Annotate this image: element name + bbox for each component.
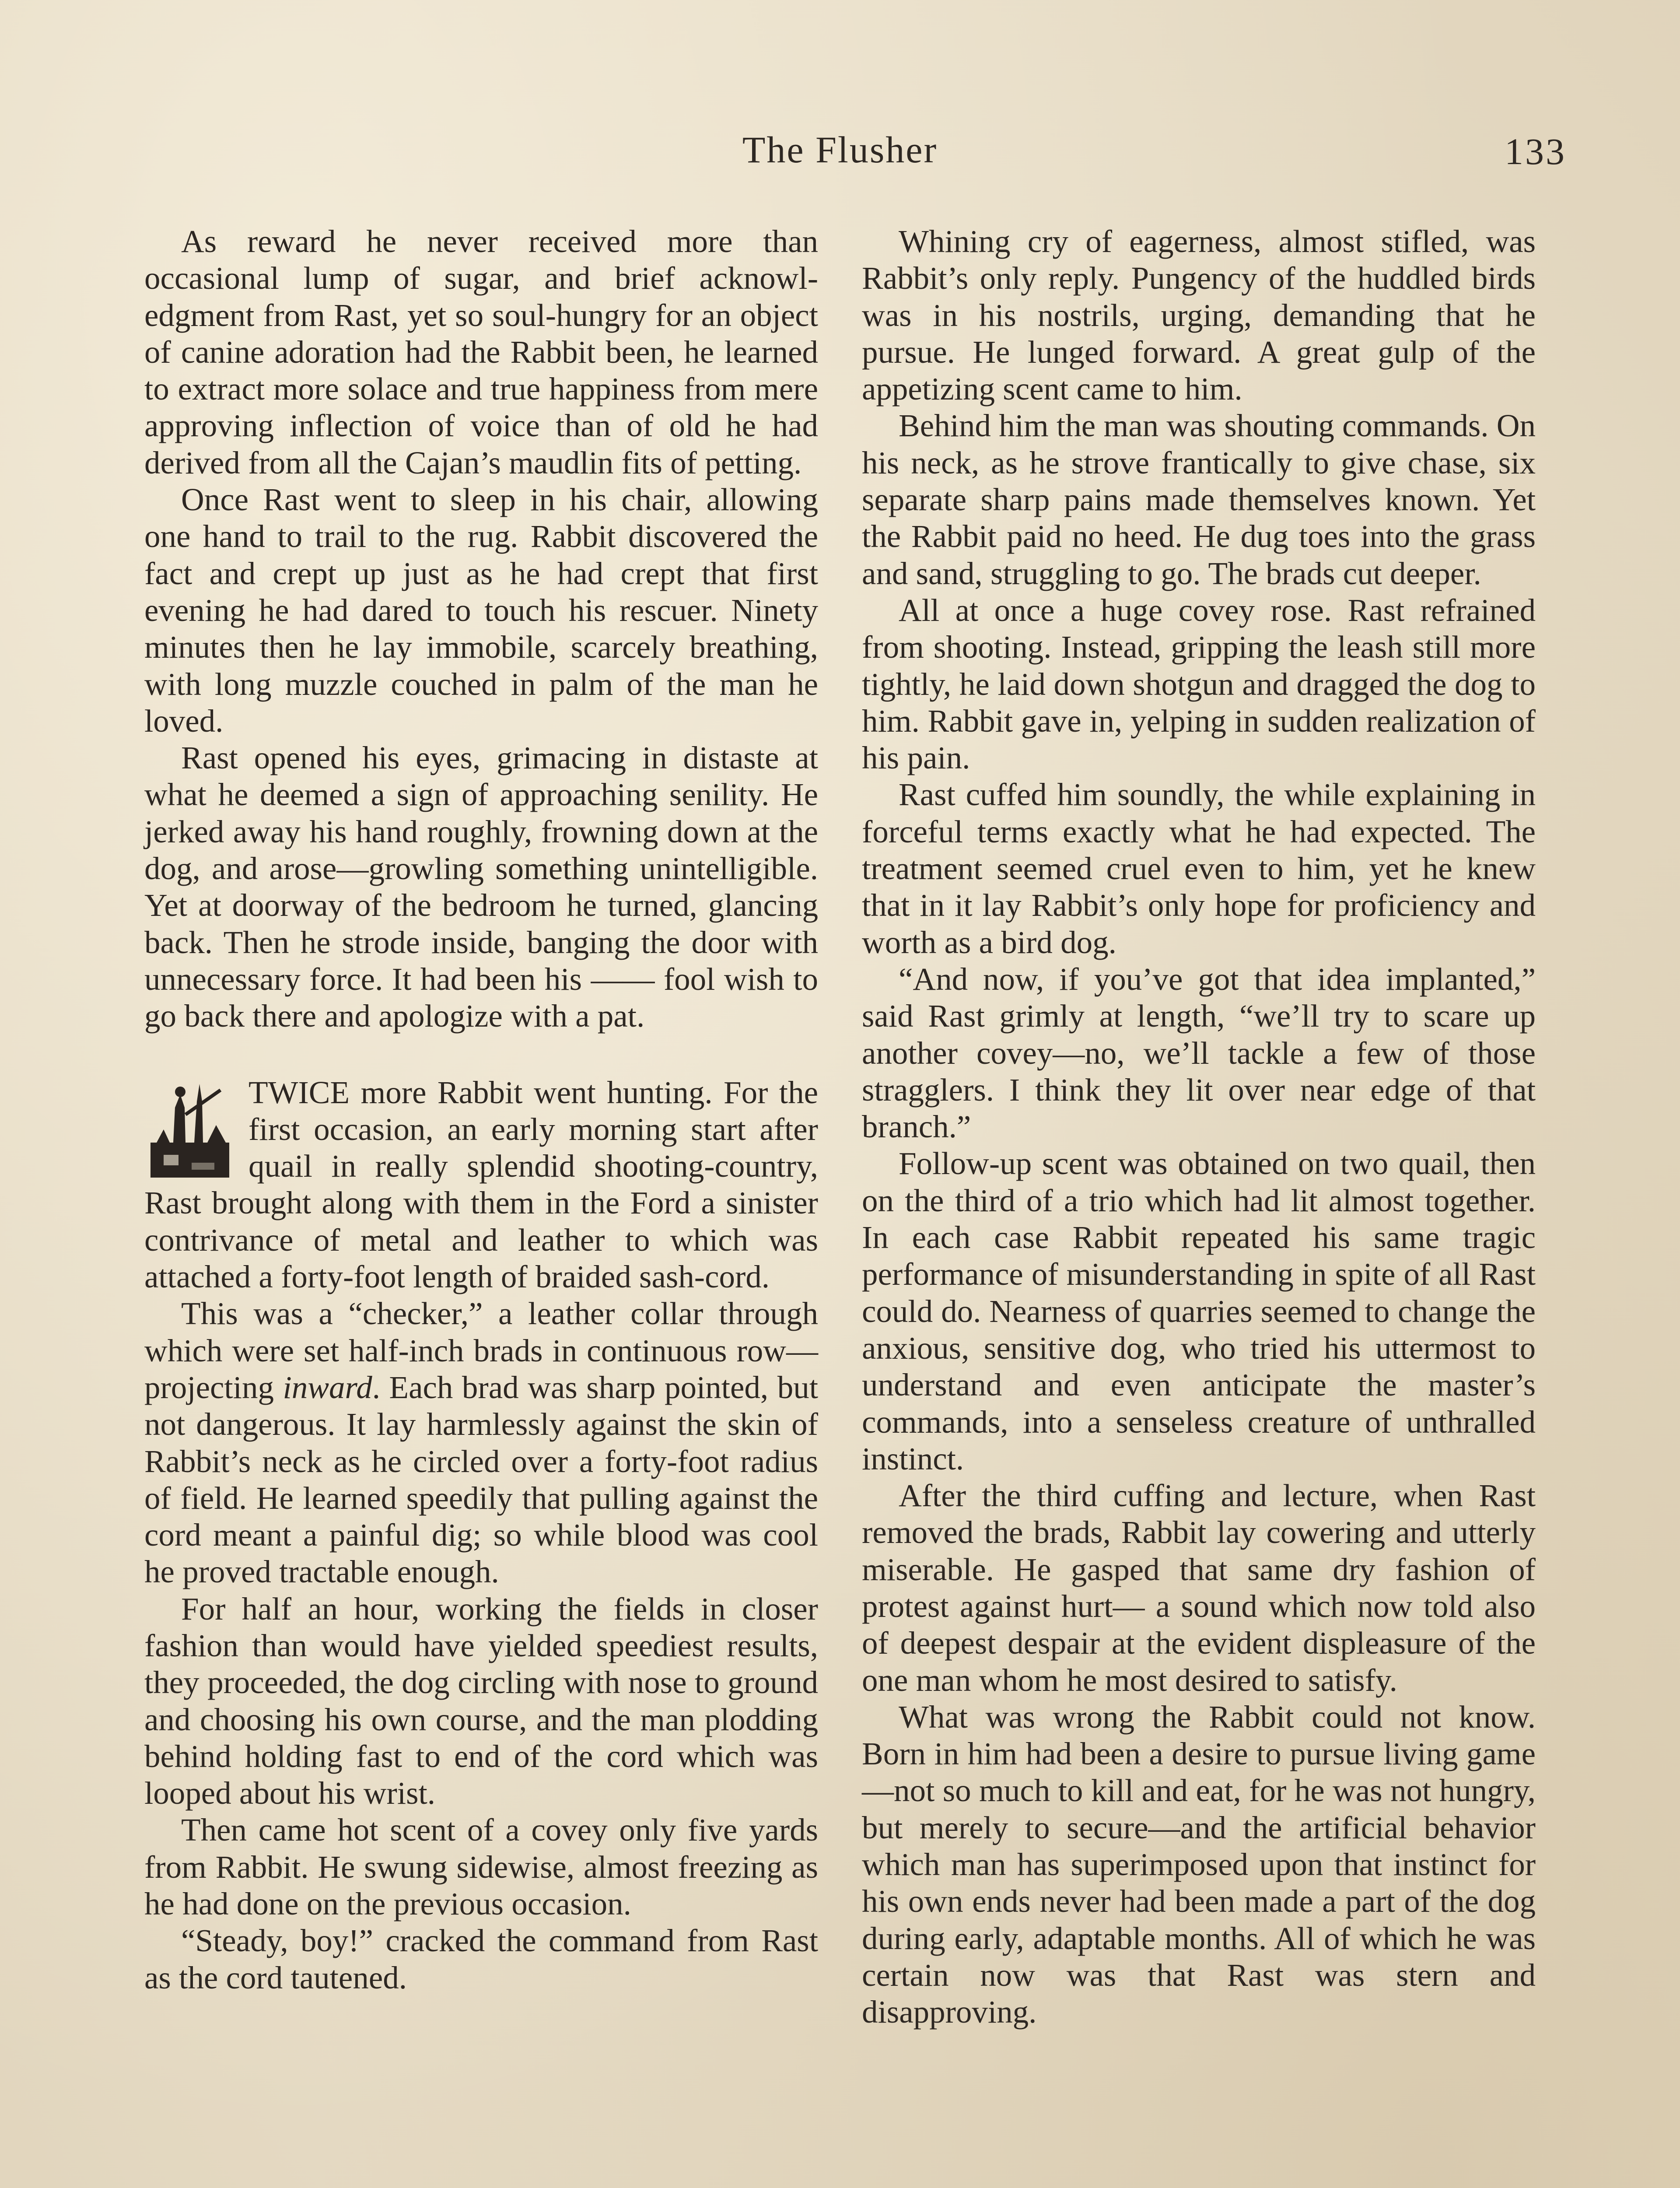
paragraph: Behind him the man was shouting commands. On his neck, as he strove frantically to give chase, six separate sharp pains made themselves known. Yet the Rabbit paid no heed. He dug toes into the grass and sand, struggling to go. The brads cut deeper.	[862, 408, 1536, 591]
paragraph: “Steady, boy!” cracked the command from Rast as the cord tautened.	[144, 1923, 818, 1995]
paragraph: After the third cuffing and lecture, when Rast removed the brads, Rabbit lay cowering and utterly miserable. He gasped that same dry fashion of protest against hurt— a sound which now told also of deepest despair at the evident displeasure of the one man whom he most desired to satisfy.	[862, 1478, 1536, 1698]
paragraph: As reward he never received more than occasional lump of sugar, and brief acknowledgment from Rast, yet so soul-hungry for an object of canine adoration had the Rabbit been, he learned to extract more solace and true happiness from mere approving inflection of voice than of old he had derived from all the Cajan’s maudlin fits of petting.	[144, 224, 818, 480]
paragraph	[144, 1295, 818, 1590]
paragraph-text-before: This was a “checker,” a leather collar through which were set half-inch brads in continuous row—projecting	[144, 1296, 818, 1405]
paragraph-text-after: . Each brad was sharp pointed, but not dangerous. It lay harmlessly against the skin of Rabbit’s neck as he circled over a forty-foot radius of field. He learned speedily that pulling against the cord meant a painful dig; so while blood was cool he proved tractable enough.	[144, 1369, 818, 1590]
paragraph: Rast cuffed him soundly, the while explaining in forceful terms exactly what he had expected. The treatment seemed cruel even to him, yet he knew that in it lay Rabbit’s only hope for proficiency and worth as a bird dog.	[862, 777, 1536, 960]
paragraph: Rast opened his eyes, grimacing in distaste at what he deemed a sign of approaching senility. He jerked away his hand roughly, frowning down at the dog, and arose—growling something unintelligible. Yet at doorway of the bedroom he turned, glancing back. Then he strode inside, banging the door with unnecessary force. It had been his —— fool wish to go back there and apologize with a pat.	[144, 740, 818, 1034]
section-opening-paragraph	[144, 1074, 818, 1296]
right-text-column	[862, 223, 1536, 2031]
section-break	[144, 1035, 818, 1296]
emphasized-word: inward	[283, 1369, 372, 1405]
paragraph-text: TWICE more Rabbit went hunting. For the first occasion, an early morning start after quail in really splendid shooting-country, Rast brought along with them in the Ford a sinister contrivance of metal and leather to which was attached a forty-foot length of braided sash-cord.	[144, 1074, 818, 1295]
paragraph: “And now, if you’ve got that idea implanted,” said Rast grimly at length, “we’ll try to scare up another covey—no, we’ll tackle a few of those stragglers. I think they lit over near edge of that branch.”	[862, 961, 1536, 1145]
page-number: 133	[1505, 130, 1566, 172]
paragraph: Once Rast went to sleep in his chair, allowing one hand to trail to the rug. Rabbit discovered the fact and crept up just as he had crept that first evening he had dared to touch his rescuer. Ninety minutes then he lay immobile, scarcely breathing, with long muzzle couched in palm of the man he loved.	[144, 482, 818, 739]
paragraph: All at once a huge covey rose. Rast refrained from shooting. Instead, gripping the leash still more tightly, he laid down shotgun and dragged the dog to him. Rabbit gave in, yelping in sudden realization of his pain.	[862, 592, 1536, 776]
hunter-with-gun-vignette-icon	[146, 1077, 234, 1182]
paragraph: Follow-up scent was obtained on two quail, then on the third of a trio which had lit almost together. In each case Rabbit repeated his same tragic performance of misunderstanding in spite of all Rast could do. Nearness of quarries seemed to change the anxious, sensitive dog, who tried his uttermost to understand and even anticipate the master’s commands, into a senseless creature of unthralled instinct.	[862, 1146, 1536, 1476]
paragraph: For half an hour, working the fields in closer fashion than would have yielded speediest results, they proceeded, the dog circling with nose to ground and choosing his own course, and the man plodding behind holding fast to end of the cord which was looped about his wrist.	[144, 1591, 818, 1811]
paragraph: What was wrong the Rabbit could not know. Born in him had been a desire to pursue living game—not so much to kill and eat, for he was not hungry, but merely to secure—and the artificial behavior which man has superimposed upon that instinct for his own ends never had been made a part of the dog during early, adaptable months. All of which he was certain now was that Rast was stern and disapproving.	[862, 1699, 1536, 2030]
running-header-title: The Flusher	[742, 129, 938, 171]
paragraph: Whining cry of eagerness, almost stifled, was Rabbit’s only reply. Pungency of the huddled birds was in his nostrils, urging, demanding that he pursue. He lunged forward. A great gulp of the appetizing scent came to him.	[862, 224, 1536, 407]
paragraph: Then came hot scent of a covey only five yards from Rabbit. He swung sidewise, almost freezing as he had done on the previous occasion.	[144, 1812, 818, 1922]
left-text-column	[144, 223, 818, 1996]
